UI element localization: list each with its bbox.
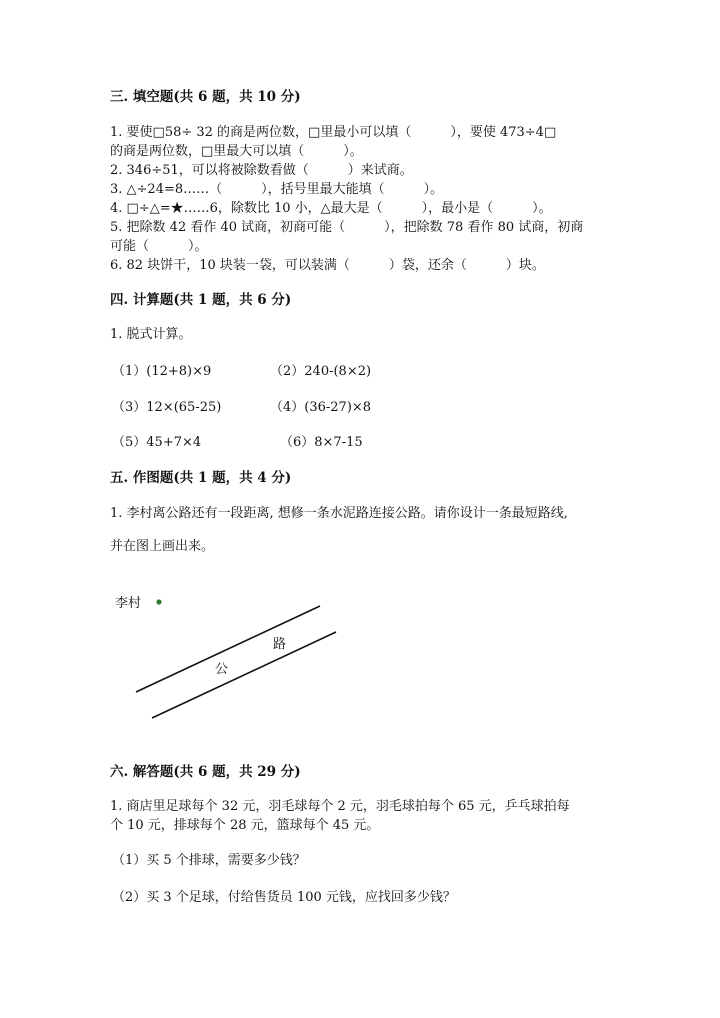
question-6-1-line-1: 1. 商店里足球每个 32 元，羽毛球每个 2 元，羽毛球拍每个 65 元，乒乓球拍每: [110, 799, 570, 814]
question-3-1-line-2: 的商是两位数，□里最大可以填（ ）。: [110, 144, 363, 159]
question-6-1-sub-2: （2）买 3 个足球，付给售货员 100 元钱，应找回多少钱？: [112, 890, 456, 905]
calc-item-6: （6）8×7-15: [280, 435, 363, 450]
road-edge-lower: [152, 632, 336, 718]
calc-item-1: （1）(12+8)×9: [112, 364, 212, 379]
calc-item-3: （3）12×(65-25): [112, 400, 222, 415]
road-label-lu: 路: [273, 637, 287, 652]
village-dot: [156, 599, 161, 604]
question-4-1-intro: 1. 脱式计算。: [110, 327, 192, 342]
section-4-heading: 四. 计算题(共 1 题，共 6 分): [110, 292, 292, 308]
section-3-heading: 三. 填空题(共 6 题，共 10 分): [110, 89, 301, 105]
calc-item-4: （4）(36-27)×8: [270, 400, 372, 415]
question-3-2: 2. 346÷51，可以将被除数看做（ ）来试商。: [110, 163, 413, 178]
question-3-6: 6. 82 块饼干，10 块装一袋，可以装满（ ）袋，还余（ ）块。: [110, 258, 545, 273]
calc-item-5: （5）45+7×4: [112, 435, 202, 450]
question-3-1-line-1: 1. 要使□58÷ 32 的商是两位数，□里最小可以填（ ），要使 473÷4□: [110, 125, 557, 140]
question-6-1-sub-1: （1）买 5 个排球，需要多少钱？: [112, 853, 306, 868]
road-label-gong: 公: [215, 662, 229, 677]
question-5-1-line-1: 1. 李村离公路还有一段距离, 想修一条水泥路连接公路。请你设计一条最短路线,: [110, 506, 568, 521]
village-label: 李村: [115, 596, 142, 611]
section-6-heading: 六. 解答题(共 6 题，共 29 分): [110, 764, 301, 780]
question-5-1-line-2: 并在图上画出来。: [110, 539, 215, 554]
question-3-4: 4. □÷△=★……6，除数比 10 小，△最大是（ ），最小是（ ）。: [110, 201, 552, 216]
road-edge-upper: [136, 606, 320, 692]
section-5-heading: 五. 作图题(共 1 题，共 4 分): [110, 470, 292, 486]
question-3-5-line-1: 5. 把除数 42 看作 40 试商，初商可能（ ），把除数 78 看作 80 试商，初商: [110, 220, 584, 235]
calc-item-2: （2）240-(8×2): [270, 364, 372, 379]
question-3-5-line-2: 可能（ ）。: [110, 239, 208, 254]
question-3-3: 3. △÷24=8……（ ），括号里最大能填（ ）。: [110, 182, 444, 197]
road-village-figure: [100, 580, 360, 730]
question-6-1-line-2: 个 10 元，排球每个 28 元，篮球每个 45 元。: [110, 818, 380, 833]
